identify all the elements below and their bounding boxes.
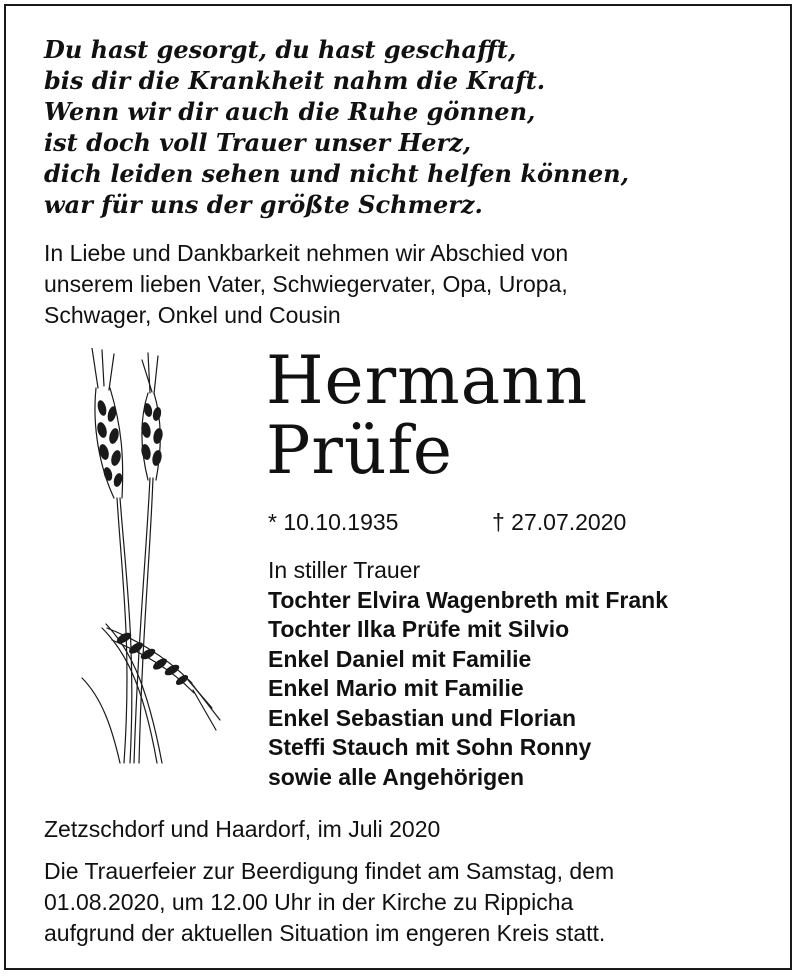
death-date: † 27.07.2020 xyxy=(492,509,627,535)
mourners-lead: In stiller Trauer xyxy=(268,557,421,583)
poem xyxy=(44,34,744,220)
mourner-name: Enkel Sebastian und Florian xyxy=(268,704,577,731)
intro-line: In Liebe und Dankbarkeit nehmen wir Abschied von xyxy=(44,240,569,266)
funeral-notice xyxy=(44,856,764,949)
poem-line: bis dir die Krankheit nahm die Kraft. xyxy=(44,66,546,95)
poem-line: dich leiden sehen und nicht helfen können, xyxy=(44,159,629,188)
poem-line: ist doch voll Trauer unser Herz, xyxy=(44,128,472,157)
mourner-name: Enkel Mario mit Familie xyxy=(268,675,524,701)
poem-line: war für uns der größte Schmerz. xyxy=(44,190,483,219)
mourner-name: Tochter Ilka Prüfe mit Silvio xyxy=(268,616,570,642)
mourners-list xyxy=(268,556,668,792)
mourner-name: sowie alle Angehörigen xyxy=(268,763,525,790)
mourner-name: Tochter Elvira Wagenbreth mit Frank xyxy=(268,586,669,613)
deceased-name xyxy=(266,342,589,489)
poem-line: Wenn wir dir auch die Ruhe gönnen, xyxy=(44,97,536,126)
deceased-last-name: Prüfe xyxy=(266,412,453,489)
intro-line: Schwager, Onkel und Cousin xyxy=(44,302,341,328)
birth-date: * 10.10.1935 xyxy=(268,509,399,535)
intro-line: unserem lieben Vater, Schwiegervater, Opa, Uropa, xyxy=(44,271,568,297)
poem-line: Du hast gesorgt, du hast geschafft, xyxy=(44,35,517,64)
funeral-line: aufgrund der aktuellen Situation im engeren Kreis statt. xyxy=(44,920,606,946)
place-date: Zetzschdorf und Haardorf, im Juli 2020 xyxy=(44,816,441,842)
mourner-name: Steffi Stauch mit Sohn Ronny xyxy=(268,734,592,760)
funeral-line: 01.08.2020, um 12.00 Uhr in der Kirche zu Rippicha xyxy=(44,889,574,915)
mourner-name: Enkel Daniel mit Familie xyxy=(268,645,532,672)
deceased-first-name: Hermann xyxy=(266,342,589,419)
intro-text xyxy=(44,238,764,331)
funeral-line: Die Trauerfeier zur Beerdigung findet am Samstag, dem xyxy=(44,858,615,884)
life-dates xyxy=(268,507,627,537)
wheat-ears-icon xyxy=(62,348,222,768)
